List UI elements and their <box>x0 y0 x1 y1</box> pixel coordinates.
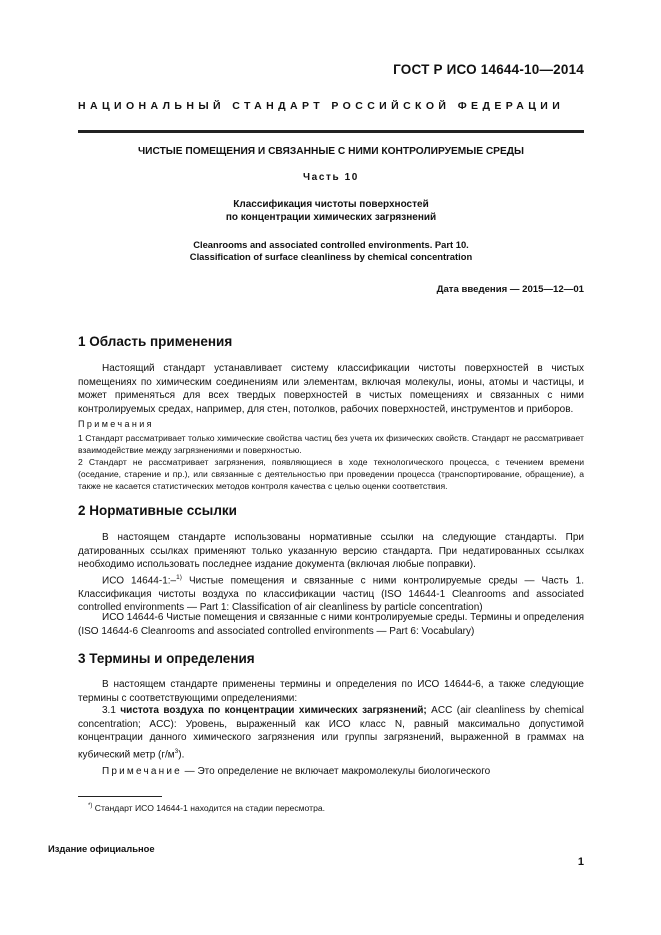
section-1-note-1: 1 Стандарт рассматривает только химические свойства частиц без учета их физических свойств. Стандарт не рассматривает взаимодействие между загрязнениями и поверхностью. <box>78 433 584 455</box>
footnote-marker: 1) <box>176 574 182 581</box>
national-standard-title: НАЦИОНАЛЬНЫЙ СТАНДАРТ РОССИЙСКОЙ ФЕДЕРАЦИИ <box>78 100 565 112</box>
part-title-line-1: Классификация чистоты поверхностей <box>233 199 429 210</box>
definition-3-1: 3.1 чистота воздуха по концентрации химических загрязнений; ACC (air cleanliness by chemical concentration; ACC): Уровень, выраженный как ИСО класс N, равный максимально допустимой концентрации данного химического загрязнения или группы загрязнений, выраженной в граммах на кубический метр $(г/м^3)$. <box>78 705 584 760</box>
gost-code: ГОСТ Р ИСО 14644-10—2014 <box>393 62 584 77</box>
section-1-notes-heading: Примечания <box>78 419 154 429</box>
section-2-heading: 2 Нормативные ссылки <box>78 503 237 518</box>
section-2-reference-1: ИСО 14644-1:–$^{1)}$ Чистые помещения и связанные с ними контролируемые среды — Часть 1. Классификация чистоты воздуха по классификации частиц (ISO 14644-1 Cleanrooms and associated controlled environments — Part 1: Classification of air cleanliness by particle concentration) <box>78 574 584 614</box>
section-1-paragraph <box>78 362 584 416</box>
section-3-heading: 3 Термины и определения <box>78 651 255 666</box>
introduction-date: Дата введения — 2015—12—01 <box>436 284 584 295</box>
part-label: Часть 10 <box>303 172 359 183</box>
section-1-text: Настоящий стандарт устанавливает систему классификации чистоты поверхностей в чистых помещениях по химическим соединениям или элементам, включая молекулы, ионы, атомы и частицы, и может применяться для всех твердых поверхностей в чистых помещениях и связанных с ними контролируемых средах, например, для стен, потолков, рабочих поверхностей, инструментов и приборов. <box>78 363 584 415</box>
footnote: *) Стандарт ИСО 14644-1 находится на стадии пересмотра. <box>88 803 326 813</box>
part-title <box>78 198 584 224</box>
section-3-note: Примечание — Это определение не включает макромолекулы биологического <box>102 766 491 777</box>
page-number: 1 <box>577 856 584 868</box>
header-rule <box>78 130 584 133</box>
official-edition-label: Издание официальное <box>48 843 155 854</box>
section-1-note-2: 2 Стандарт не рассматривает загрязнения, появляющиеся в ходе технологического процесса, с течением времени (оседание, старение и пр.), или связанные с деятельностью при проведении процесса (транспортирование, обращение), а также не касается статистических методов контроля качества с целью оценки соответствия. <box>78 457 584 491</box>
section-2-paragraph: В настоящем стандарте использованы нормативные ссылки на следующие стандарты. При датированных ссылках применяют только указанную версию стандарта. При недатированных ссылках необходимо использовать последнее издание документа (включая любые поправки). <box>78 532 584 570</box>
definition-term: чистота воздуха по концентрации химических загрязнений; <box>120 705 427 716</box>
section-1-heading: 1 Область применения <box>78 334 233 349</box>
document-title: ЧИСТЫЕ ПОМЕЩЕНИЯ И СВЯЗАННЫЕ С НИМИ КОНТРОЛИРУЕМЫЕ СРЕДЫ <box>137 146 524 157</box>
english-title <box>78 239 584 263</box>
footnote-rule <box>78 796 162 797</box>
section-3-paragraph: В настоящем стандарте применены термины и определения по ИСО 14644-6, а также следующие термины с соответствующими определениями: <box>78 679 584 704</box>
section-2-reference-2: ИСО 14644-6 Чистые помещения и связанные с ними контролируемые среды. Термины и определения (ISO 14644-6 Cleanrooms and associated controlled environments — Part 6: Vocabulary) <box>78 612 584 637</box>
part-title-line-2: по концентрации химических загрязнений <box>225 212 437 223</box>
english-title-line-2: Classification of surface cleanliness by chemical concentration <box>189 251 473 262</box>
english-title-line-1: Cleanrooms and associated controlled environments. Part 10. <box>193 239 469 250</box>
